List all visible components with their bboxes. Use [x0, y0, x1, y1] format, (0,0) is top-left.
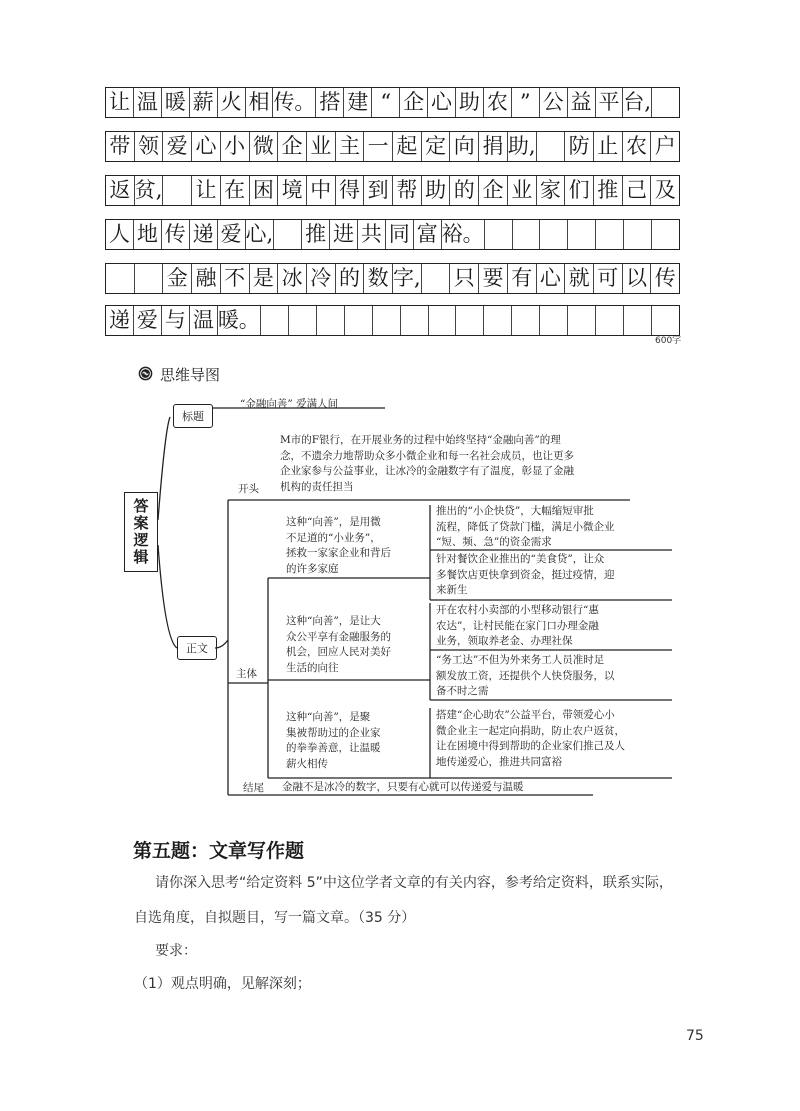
essay-cell: 企	[278, 132, 307, 161]
page-number: 75	[686, 1028, 704, 1044]
essay-cell: 就	[565, 264, 594, 293]
point-1-detail-a: 推出的“小企快贷”，大幅缩短审批 流程，降低了贷款门槛，满足小微企业 “短、频、急”的资金需求	[436, 505, 615, 548]
essay-cell: 的	[450, 176, 479, 205]
essay-cell: 中	[307, 176, 336, 205]
essay-cell: 搭	[316, 88, 344, 117]
essay-cell: 主	[336, 132, 365, 161]
ending-text: 金融不是冰冷的数字，只要有心就可以传递爱与温暖	[282, 781, 524, 793]
essay-cell: 人	[106, 220, 134, 249]
requirements-label: 要求：	[155, 943, 197, 959]
essay-cell: 到	[364, 176, 393, 205]
essay-cell: 心	[537, 264, 566, 293]
mindmap-root	[124, 492, 158, 572]
essay-cell: 己	[623, 176, 652, 205]
word-count: 600字	[655, 336, 682, 346]
essay-cell: 起	[393, 132, 422, 161]
essay-cell: 企	[400, 88, 428, 117]
essay-cell: 公	[540, 88, 568, 117]
essay-cell: 让	[192, 176, 221, 205]
essay-cell: 要	[479, 264, 508, 293]
essay-cell: 农	[484, 88, 512, 117]
essay-cell: 一	[364, 132, 393, 161]
essay-cell: 地	[134, 220, 162, 249]
essay-cell: 冷	[307, 264, 336, 293]
essay-cell: 的	[336, 264, 365, 293]
essay-cell: 爱	[163, 132, 192, 161]
requirement-1: （1）观点明确，见解深刻；	[134, 976, 311, 992]
essay-cell: 温	[190, 306, 218, 335]
essay-cell: 可	[594, 264, 623, 293]
essay-cell: 业	[508, 176, 537, 205]
point-2-detail-a: 开在农村小卖部的小型移动银行“惠 农达”，让村民能在家门口办理金融 业务，领取养老金、办理社保	[436, 604, 599, 647]
opening-text: M市的F银行，在开展业务的过程中始终坚持“金融向善”的理 念，不遗余力地帮助众多小微企业和每一名社会成员，也让更多 企业家参与公益事业，让冰冷的金融数字有了温度，彰显了金融 机构的责任担当	[280, 434, 574, 493]
essay-cell: 困	[250, 176, 279, 205]
essay-cell: 在	[221, 176, 250, 205]
essay-cell: 帮	[393, 176, 422, 205]
essay-cell: 定	[422, 132, 451, 161]
essay-cell: 暖	[162, 88, 190, 117]
question-prompt-line-1: 请你深入思考“给定资料 5”中这位学者文章的有关内容，参考给定资料，联系实际，	[155, 875, 673, 891]
mindmap-title-text: “金融向善” 爱满人间	[240, 398, 339, 410]
essay-cell: 递	[106, 306, 134, 335]
mindmap-body-node: 正文	[177, 636, 217, 660]
essay-cell: 字,	[393, 264, 422, 293]
main-label: 主体	[236, 668, 257, 680]
essay-cell: 爱	[134, 306, 162, 335]
essay-cell: 助	[422, 176, 451, 205]
essay-cell: 境	[278, 176, 307, 205]
essay-cell: 止	[594, 132, 623, 161]
essay-cell: 贫,	[135, 176, 164, 205]
essay-cell: 带	[106, 132, 135, 161]
essay-cell: ”	[512, 88, 540, 117]
essay-cell: 同	[386, 220, 414, 249]
essay-cell: 相	[246, 88, 274, 117]
essay-cell: 推	[302, 220, 330, 249]
essay-cell: 小	[221, 132, 250, 161]
point-2: 这种“向善”，是让大 众公平享有金融服务的 机会，回应人民对美好 生活的向往	[286, 615, 391, 674]
essay-cell: 心	[192, 132, 221, 161]
essay-cell: 传	[162, 220, 190, 249]
essay-cell: 让	[106, 88, 134, 117]
essay-cell: 火	[218, 88, 246, 117]
mindmap-section-title: 思维导图	[160, 366, 221, 384]
essay-cell: 返	[106, 176, 135, 205]
essay-cell: 防	[565, 132, 594, 161]
essay-cell: 递	[190, 220, 218, 249]
essay-cell: 心,	[246, 220, 275, 249]
point-3: 这种“向善”，是聚 集被帮助过的企业家 的拳拳善意，让温暖 薪火相传	[286, 711, 381, 770]
point-3-detail: 搭建“企心助农”公益平台，带领爱心小 微企业主一起定向捐助，防止农户返贫， 让在困境中得到帮助的企业家们推己及人 地传递爱心，推进共同富裕	[436, 709, 625, 768]
essay-cell: 农	[623, 132, 652, 161]
essay-cell: 益	[568, 88, 596, 117]
essay-cell: 暖。	[218, 306, 261, 335]
essay-cell: 平	[596, 88, 624, 117]
essay-cell: 及	[654, 178, 676, 202]
essay-cell: 建	[344, 88, 372, 117]
essay-cell: 融	[192, 264, 221, 293]
essay-cell: 是	[250, 264, 279, 293]
mindmap-title-node: 标题	[173, 404, 213, 428]
essay-cell: 金	[163, 264, 192, 293]
question-prompt-line-2: 自选角度，自拟题目，写一篇文章。（35 分）	[134, 910, 416, 926]
essay-cell: 不	[221, 264, 250, 293]
essay-cell: 们	[565, 176, 594, 205]
essay-cell: 富	[414, 220, 442, 249]
essay-cell: 推	[594, 176, 623, 205]
essay-cell: 家	[537, 176, 566, 205]
point-1-detail-b: 针对餐饮企业推出的“美食贷”，让众 多餐饮店更快拿到资金，挺过疫情，迎 来新生	[436, 553, 615, 596]
essay-cell: 进	[330, 220, 358, 249]
mindmap-root-label: 答案逻辑	[131, 498, 150, 566]
essay-cell: 捐	[479, 132, 508, 161]
essay-cell: 企	[479, 176, 508, 205]
essay-cell: 与	[162, 306, 190, 335]
essay-cell: 领	[135, 132, 164, 161]
point-2-detail-b: “务工达”不但为外来务工人员准时足 额发放工资，还提供个人快贷服务，以 备不时之需	[436, 654, 615, 697]
essay-cell: 有	[508, 264, 537, 293]
question-title: 第五题：文章写作题	[133, 840, 305, 862]
essay-cell: 台,	[623, 88, 652, 117]
essay-cell: 薪	[190, 88, 218, 117]
essay-cell: 传	[654, 266, 676, 290]
essay-cell: 共	[358, 220, 386, 249]
essay-cell: 只	[450, 264, 479, 293]
essay-cell: 爱	[218, 220, 246, 249]
essay-cell: 助,	[508, 132, 537, 161]
essay-cell: 助	[456, 88, 484, 117]
essay-cell: 传。	[273, 88, 316, 117]
essay-cell: 向	[450, 132, 479, 161]
ending-label: 结尾	[243, 782, 264, 794]
opening-label: 开头	[238, 483, 259, 495]
essay-cell: 心	[428, 88, 456, 117]
essay-cell: 数	[364, 264, 393, 293]
essay-cell: “	[372, 88, 400, 117]
essay-cell: 微	[250, 132, 279, 161]
essay-cell: 得	[336, 176, 365, 205]
essay-cell: 以	[623, 264, 652, 293]
point-1: 这种“向善”，是用微 不足道的“小业务”， 拯救一家家企业和背后 的许多家庭	[286, 516, 391, 575]
essay-cell: 户	[654, 134, 676, 158]
essay-cell: 裕。	[442, 220, 485, 249]
essay-cell: 业	[307, 132, 336, 161]
essay-cell: 温	[134, 88, 162, 117]
essay-cell: 冰	[278, 264, 307, 293]
